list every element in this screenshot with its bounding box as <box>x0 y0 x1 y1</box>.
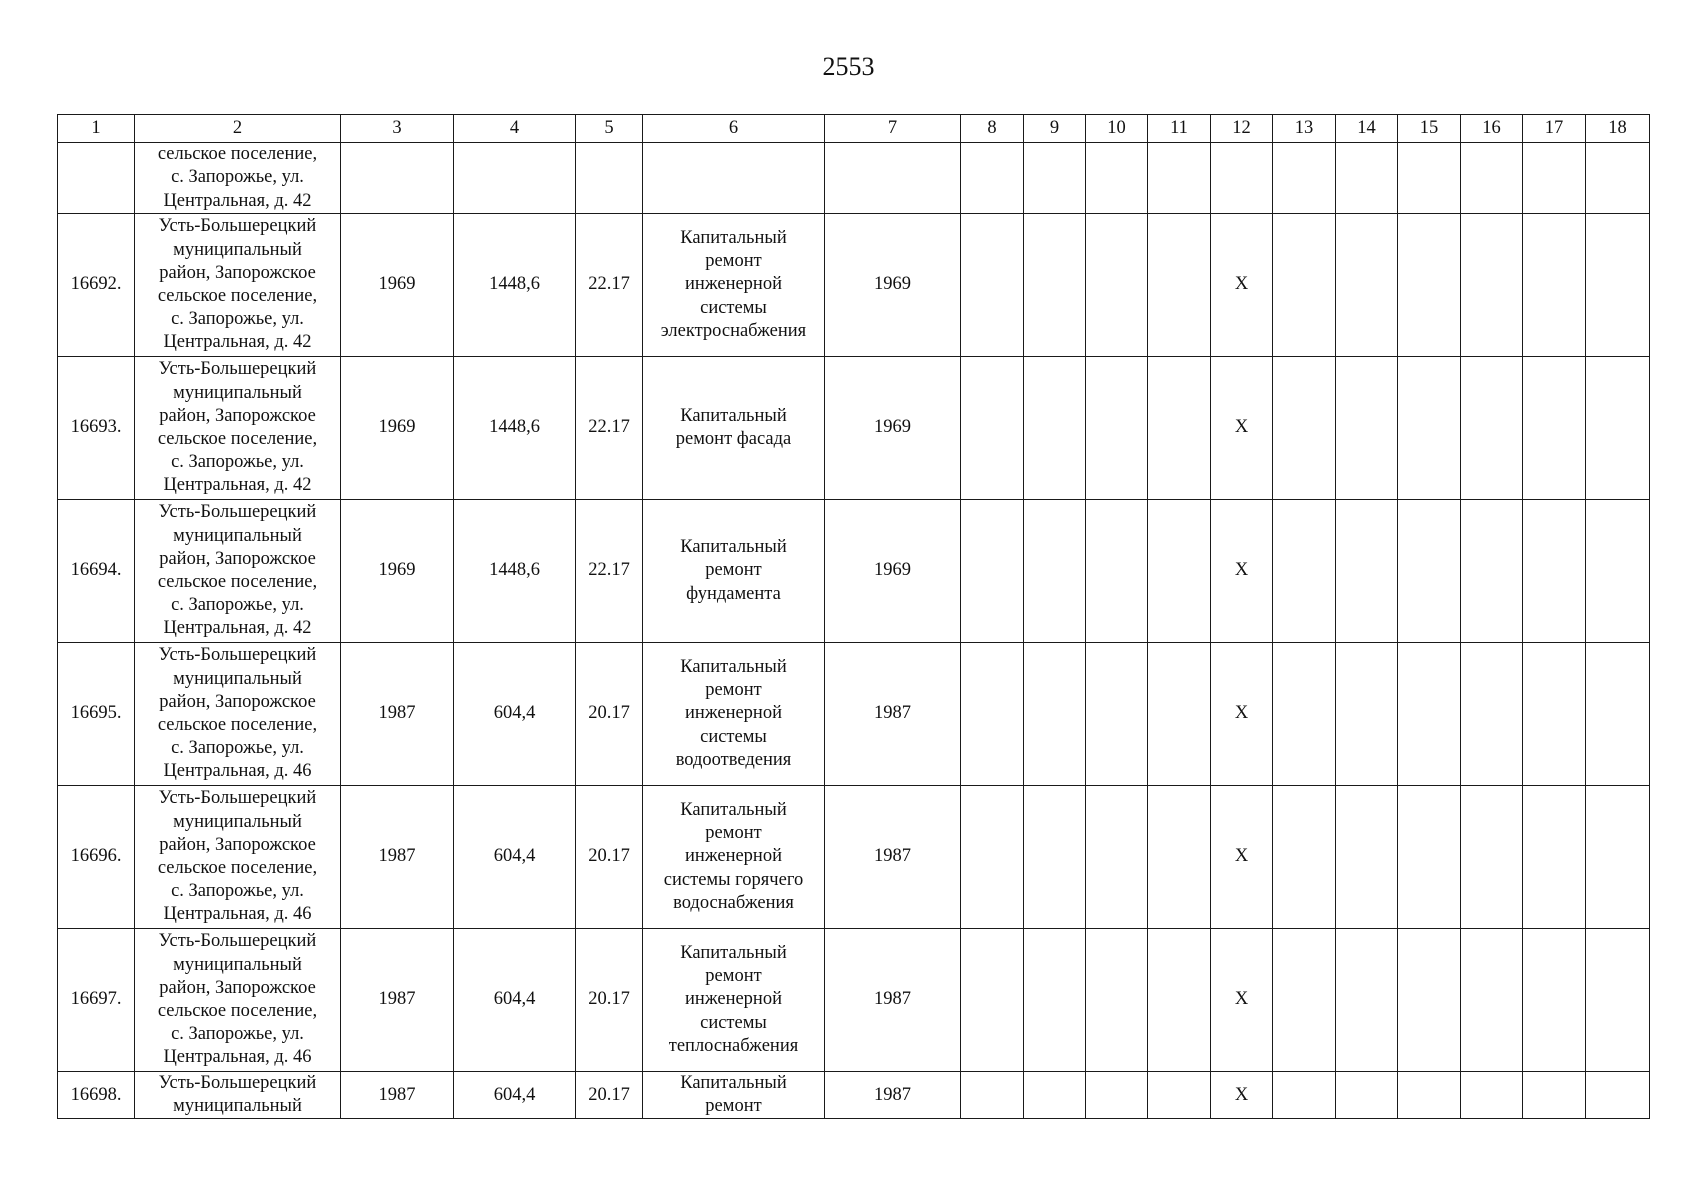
work-type-cell-line: электроснабжения <box>660 320 807 341</box>
address-cell-line: сельское поселение, <box>157 286 318 306</box>
address-cell-line: Центральная, д. 42 <box>163 332 312 353</box>
code-cell: 20.17 <box>576 786 643 929</box>
row-number <box>58 143 135 214</box>
work-type-cell-line: ремонт <box>705 680 762 701</box>
work-type-cell-line: Капитальный <box>680 227 787 248</box>
empty-cell <box>1586 643 1650 786</box>
work-type-cell-line: фундамента <box>686 583 781 604</box>
work-type-cell-line: ремонт фасада <box>675 429 792 449</box>
work-type-cell-line: системы горячего <box>663 869 804 890</box>
address-cell-line: Усть-Большерецкий <box>158 931 317 952</box>
column-header: 4 <box>454 115 576 143</box>
address-cell-line: муниципальный <box>173 954 302 975</box>
area-cell: 604,4 <box>454 643 576 786</box>
address-cell-line: район, Запорожское <box>159 548 316 569</box>
empty-cell <box>1273 786 1336 929</box>
area-cell: 604,4 <box>454 929 576 1072</box>
address-cell-line: с. Запорожье, ул. <box>171 881 304 902</box>
row-number: 16692. <box>58 214 135 357</box>
year-built-cell: 1969 <box>341 357 454 500</box>
empty-cell <box>1336 1072 1398 1119</box>
mark-cell: X <box>1211 786 1273 929</box>
empty-cell <box>1336 786 1398 929</box>
address-cell <box>135 786 341 929</box>
mark-cell: X <box>1211 500 1273 643</box>
address-cell-line: сельское поселение, <box>157 858 318 878</box>
work-type-cell <box>643 143 825 214</box>
work-type-cell-line: ремонт <box>705 560 762 581</box>
table-row <box>58 929 1650 1072</box>
work-year-cell: 1969 <box>825 214 961 357</box>
empty-cell <box>1523 143 1586 214</box>
empty-cell <box>1586 500 1650 643</box>
address-cell-line: сельское поселение, <box>157 572 318 592</box>
empty-cell <box>1523 500 1586 643</box>
row-number: 16695. <box>58 643 135 786</box>
work-year-cell: 1987 <box>825 929 961 1072</box>
empty-cell <box>961 786 1024 929</box>
column-header: 2 <box>135 115 341 143</box>
work-type-cell <box>643 786 825 929</box>
work-type-cell-line: Капитальный <box>680 942 787 963</box>
work-type-cell-line: инженерной <box>685 274 782 295</box>
work-type-cell <box>643 214 825 357</box>
address-cell-line: Центральная, д. 42 <box>163 618 312 639</box>
address-cell-line: Центральная, д. 46 <box>163 904 312 925</box>
area-cell: 604,4 <box>454 1072 576 1119</box>
address-cell-line: Усть-Большерецкий <box>158 788 317 809</box>
address-cell <box>135 1072 341 1119</box>
address-cell-line: муниципальный <box>173 1096 302 1117</box>
address-cell-line: сельское поселение, <box>157 1001 318 1021</box>
empty-cell <box>1024 643 1086 786</box>
empty-cell <box>1398 1072 1461 1119</box>
address-cell-line: сельское поселение, <box>157 144 318 165</box>
empty-cell <box>1523 929 1586 1072</box>
empty-cell <box>1273 500 1336 643</box>
empty-cell <box>1024 500 1086 643</box>
year-built-cell <box>341 143 454 214</box>
column-header: 5 <box>576 115 643 143</box>
work-type-cell-line: Капитальный <box>680 537 787 558</box>
column-header: 16 <box>1461 115 1523 143</box>
address-cell-line: с. Запорожье, ул. <box>171 309 304 330</box>
table-row <box>58 643 1650 786</box>
empty-cell <box>1461 643 1523 786</box>
empty-cell <box>1461 143 1523 214</box>
address-cell-line: с. Запорожье, ул. <box>171 167 304 188</box>
empty-cell <box>1586 1072 1650 1119</box>
empty-cell <box>1086 929 1148 1072</box>
row-number: 16696. <box>58 786 135 929</box>
column-number-row <box>58 115 1650 143</box>
register-table <box>57 114 1650 1119</box>
empty-cell <box>1086 214 1148 357</box>
row-number: 16694. <box>58 500 135 643</box>
address-cell <box>135 643 341 786</box>
empty-cell <box>1086 500 1148 643</box>
address-cell <box>135 500 341 643</box>
area-cell: 1448,6 <box>454 357 576 500</box>
empty-cell <box>1273 929 1336 1072</box>
area-cell: 1448,6 <box>454 214 576 357</box>
address-cell-line: Центральная, д. 46 <box>163 1047 312 1068</box>
empty-cell <box>1398 929 1461 1072</box>
work-year-cell: 1987 <box>825 643 961 786</box>
empty-cell <box>1461 1072 1523 1119</box>
work-type-cell-line: инженерной <box>685 846 782 867</box>
empty-cell <box>1024 357 1086 500</box>
empty-cell <box>1148 929 1211 1072</box>
area-cell: 1448,6 <box>454 500 576 643</box>
work-year-cell: 1987 <box>825 1072 961 1119</box>
empty-cell <box>1586 214 1650 357</box>
year-built-cell: 1969 <box>341 500 454 643</box>
work-year-cell: 1969 <box>825 500 961 643</box>
work-type-cell-line: Капитальный <box>680 799 787 820</box>
empty-cell <box>1273 143 1336 214</box>
empty-cell <box>1148 643 1211 786</box>
work-type-cell <box>643 643 825 786</box>
address-cell-line: район, Запорожское <box>159 691 316 712</box>
work-type-cell-line: системы <box>700 297 767 318</box>
empty-cell <box>1523 214 1586 357</box>
empty-cell <box>1586 143 1650 214</box>
address-cell-line: Центральная, д. 46 <box>163 761 312 782</box>
column-header: 10 <box>1086 115 1148 143</box>
year-built-cell: 1987 <box>341 643 454 786</box>
empty-cell <box>1024 1072 1086 1119</box>
address-cell <box>135 929 341 1072</box>
address-cell-line: Усть-Большерецкий <box>158 216 317 237</box>
mark-cell: X <box>1211 643 1273 786</box>
row-number: 16697. <box>58 929 135 1072</box>
mark-cell <box>1211 143 1273 214</box>
empty-cell <box>1086 643 1148 786</box>
address-cell-line: муниципальный <box>173 811 302 832</box>
work-type-cell-line: системы <box>700 1012 767 1033</box>
column-header: 11 <box>1148 115 1211 143</box>
address-cell-line: район, Запорожское <box>159 977 316 998</box>
column-header: 14 <box>1336 115 1398 143</box>
work-type-cell-line: инженерной <box>685 989 782 1010</box>
work-type-cell <box>643 929 825 1072</box>
empty-cell <box>1398 357 1461 500</box>
empty-cell <box>1523 357 1586 500</box>
empty-cell <box>1148 214 1211 357</box>
empty-cell <box>1024 786 1086 929</box>
empty-cell <box>1586 786 1650 929</box>
address-cell-line: с. Запорожье, ул. <box>171 738 304 759</box>
address-cell-line: Усть-Большерецкий <box>158 645 317 666</box>
empty-cell <box>1586 357 1650 500</box>
address-cell-line: муниципальный <box>173 525 302 546</box>
empty-cell <box>1461 500 1523 643</box>
year-built-cell: 1987 <box>341 1072 454 1119</box>
year-built-cell: 1987 <box>341 786 454 929</box>
empty-cell <box>1398 786 1461 929</box>
page-number: 2553 <box>822 52 875 81</box>
column-header: 3 <box>341 115 454 143</box>
table-row <box>58 214 1650 357</box>
address-cell-line: район, Запорожское <box>159 405 316 426</box>
work-type-cell-line: Капитальный <box>680 405 787 426</box>
empty-cell <box>1273 214 1336 357</box>
column-header: 9 <box>1024 115 1086 143</box>
empty-cell <box>961 214 1024 357</box>
work-type-cell-line: ремонт <box>705 966 762 987</box>
empty-cell <box>1273 1072 1336 1119</box>
code-cell: 22.17 <box>576 500 643 643</box>
work-type-cell-line: водоотведения <box>675 749 792 770</box>
address-cell-line: район, Запорожское <box>159 834 316 855</box>
empty-cell <box>1461 357 1523 500</box>
code-cell <box>576 143 643 214</box>
empty-cell <box>1336 643 1398 786</box>
address-cell-line: с. Запорожье, ул. <box>171 1024 304 1045</box>
table-body <box>58 143 1650 1119</box>
empty-cell <box>1398 500 1461 643</box>
work-type-cell-line: ремонт <box>705 1096 762 1117</box>
column-header: 17 <box>1523 115 1586 143</box>
empty-cell <box>1086 143 1148 214</box>
work-type-cell-line: водоснабжения <box>673 892 794 913</box>
empty-cell <box>1336 357 1398 500</box>
address-cell-line: район, Запорожское <box>159 262 316 283</box>
code-cell: 20.17 <box>576 1072 643 1119</box>
address-cell <box>135 214 341 357</box>
empty-cell <box>1336 143 1398 214</box>
column-header: 13 <box>1273 115 1336 143</box>
column-header: 6 <box>643 115 825 143</box>
empty-cell <box>961 929 1024 1072</box>
empty-cell <box>1336 214 1398 357</box>
table-row <box>58 500 1650 643</box>
address-cell-line: сельское поселение, <box>157 429 318 449</box>
empty-cell <box>1398 643 1461 786</box>
address-cell-line: муниципальный <box>173 668 302 689</box>
address-cell-line: Усть-Большерецкий <box>158 1073 317 1093</box>
address-cell-line: Центральная, д. 42 <box>163 475 312 496</box>
empty-cell <box>1024 214 1086 357</box>
table-row <box>58 1072 1650 1119</box>
address-cell-line: Усть-Большерецкий <box>158 359 317 380</box>
empty-cell <box>1273 643 1336 786</box>
empty-cell <box>1523 1072 1586 1119</box>
mark-cell: X <box>1211 357 1273 500</box>
work-year-cell <box>825 143 961 214</box>
empty-cell <box>961 643 1024 786</box>
empty-cell <box>1461 214 1523 357</box>
empty-cell <box>961 500 1024 643</box>
address-cell-line: муниципальный <box>173 382 302 403</box>
empty-cell <box>1398 143 1461 214</box>
empty-cell <box>961 143 1024 214</box>
empty-cell <box>1086 357 1148 500</box>
code-cell: 22.17 <box>576 214 643 357</box>
area-cell: 604,4 <box>454 786 576 929</box>
table-row <box>58 143 1650 214</box>
area-cell <box>454 143 576 214</box>
empty-cell <box>1148 786 1211 929</box>
column-header: 12 <box>1211 115 1273 143</box>
address-cell-line: Центральная, д. 42 <box>163 190 312 211</box>
empty-cell <box>1086 786 1148 929</box>
work-type-cell-line: инженерной <box>685 703 782 724</box>
empty-cell <box>1148 500 1211 643</box>
address-cell-line: сельское поселение, <box>157 715 318 735</box>
empty-cell <box>1398 214 1461 357</box>
work-type-cell-line: Капитальный <box>680 1073 787 1093</box>
work-year-cell: 1969 <box>825 357 961 500</box>
empty-cell <box>1336 929 1398 1072</box>
table-row <box>58 786 1650 929</box>
mark-cell: X <box>1211 214 1273 357</box>
work-type-cell-line: системы <box>700 726 767 747</box>
column-header: 18 <box>1586 115 1650 143</box>
address-cell-line: с. Запорожье, ул. <box>171 452 304 473</box>
year-built-cell: 1969 <box>341 214 454 357</box>
address-cell <box>135 357 341 500</box>
empty-cell <box>1586 929 1650 1072</box>
work-type-cell-line: теплоснабжения <box>668 1035 799 1056</box>
work-type-cell-line: ремонт <box>705 251 762 272</box>
address-cell-line: муниципальный <box>173 239 302 260</box>
mark-cell: X <box>1211 1072 1273 1119</box>
year-built-cell: 1987 <box>341 929 454 1072</box>
mark-cell: X <box>1211 929 1273 1072</box>
empty-cell <box>1273 357 1336 500</box>
address-cell-line: Усть-Большерецкий <box>158 502 317 523</box>
address-cell-line: с. Запорожье, ул. <box>171 595 304 616</box>
empty-cell <box>1336 500 1398 643</box>
row-number: 16693. <box>58 357 135 500</box>
empty-cell <box>1461 929 1523 1072</box>
column-header: 7 <box>825 115 961 143</box>
column-header: 1 <box>58 115 135 143</box>
work-type-cell <box>643 500 825 643</box>
code-cell: 22.17 <box>576 357 643 500</box>
work-type-cell <box>643 1072 825 1119</box>
address-cell <box>135 143 341 214</box>
empty-cell <box>1523 643 1586 786</box>
code-cell: 20.17 <box>576 643 643 786</box>
row-number: 16698. <box>58 1072 135 1119</box>
column-header: 8 <box>961 115 1024 143</box>
empty-cell <box>961 1072 1024 1119</box>
empty-cell <box>1024 143 1086 214</box>
empty-cell <box>1148 143 1211 214</box>
empty-cell <box>961 357 1024 500</box>
empty-cell <box>1086 1072 1148 1119</box>
empty-cell <box>1461 786 1523 929</box>
empty-cell <box>1024 929 1086 1072</box>
table-row <box>58 357 1650 500</box>
empty-cell <box>1523 786 1586 929</box>
work-type-cell <box>643 357 825 500</box>
column-header: 15 <box>1398 115 1461 143</box>
work-type-cell-line: ремонт <box>705 823 762 844</box>
work-year-cell: 1987 <box>825 786 961 929</box>
empty-cell <box>1148 357 1211 500</box>
empty-cell <box>1148 1072 1211 1119</box>
code-cell: 20.17 <box>576 929 643 1072</box>
work-type-cell-line: Капитальный <box>680 656 787 677</box>
